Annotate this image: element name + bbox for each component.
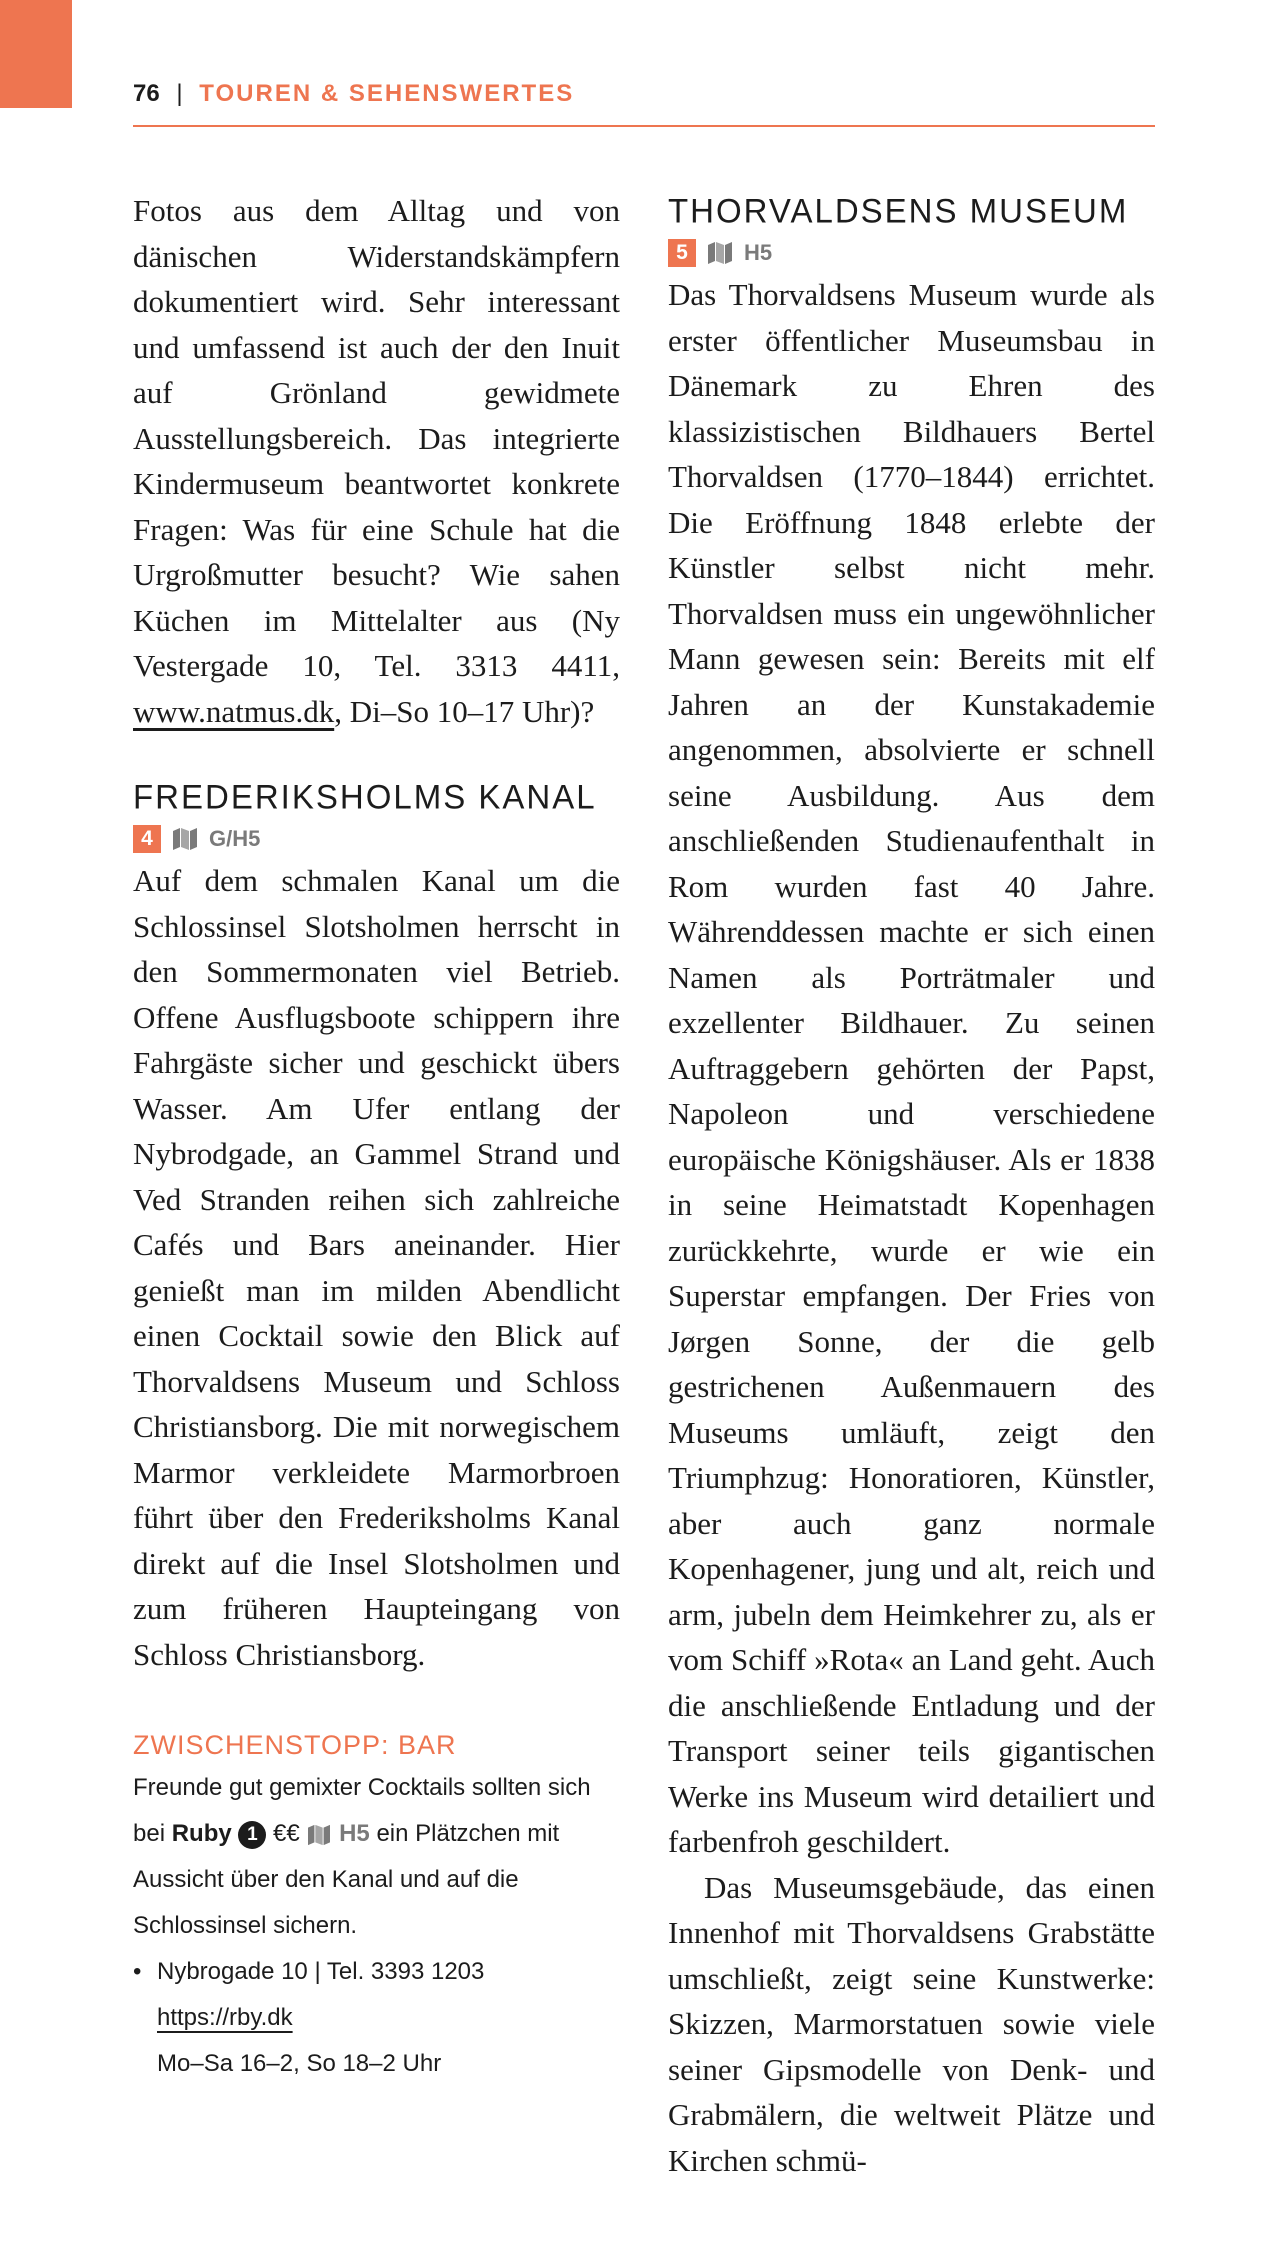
stop-heading: ZWISCHENSTOPP: BAR — [133, 1730, 457, 1760]
stop-text — [133, 1765, 620, 1949]
frederiksholms-marker — [133, 820, 620, 858]
page-header — [133, 80, 1155, 127]
price-level: €€ — [273, 1820, 300, 1847]
thorvaldsens-marker — [668, 234, 1155, 272]
map-reference: H5 — [744, 240, 773, 265]
intro-text: Fotos aus dem Alltag und von dänischen Widerstandskämpfern dokumentiert wird. Sehr interessant und umfassend ist auch der den Inuit auf Grönland gewidmete Ausstellungsbereich. Das integrierte Kindermuseum beantwortet konkrete Fragen: Was für eine Schule hat die Urgroßmutter besucht? Wie sahen Küchen im Mittelalter aus (Ny Vestergade 10, Tel. 3313 4411, — [133, 193, 620, 683]
thorvaldsens-heading: THORVALDSENS MUSEUM — [668, 191, 1129, 230]
bullet-icon: • — [133, 1958, 142, 1985]
right-column — [668, 188, 1155, 2183]
venue-hours: Mo–Sa 16–2, So 18–2 Uhr — [157, 2050, 442, 2077]
venue-name: Ruby — [171, 1820, 232, 1847]
sight-number-badge: 4 — [133, 825, 161, 853]
page-number: 76 — [133, 80, 160, 107]
left-column — [133, 188, 620, 2087]
venue-number-badge: 1 — [238, 1821, 266, 1849]
map-icon — [171, 827, 199, 851]
thorvaldsens-paragraph-1: Das Thorvaldsens Museum wurde als erster öffentlicher Museumsbau in Dänemark zu Ehren des klassizistischen Bildhauers Bertel Thorvaldsen (1770–1844) errichtet. Die Eröffnung 1848 erlebte der Künstler selbst nicht mehr. Thorvaldsen muss ein ungewöhnlicher Mann gewesen sein: Bereits mit elf Jahren an der Kunstakademie angenommen, absolvierte er schnell seine Ausbildung. Aus dem anschließenden Studienaufenthalt in Rom wurden fast 40 Jahre. Währenddessen machte er sich einen Namen als Porträtmaler und exzellenter Bildhauer. Zu seinen Auftraggebern gehörten der Papst, Napoleon und verschiedene europäische Königshäuser. Als er 1838 in seine Heimatstadt Kopenhagen zurückkehrte, wurde er wie ein Superstar empfangen. Der Fries von Jørgen Sonne, der die gelb gestrichenen Außenmauern des Museums umläuft, zeigt den Triumphzug: Honoratioren, Künstler, aber auch ganz normale Kopenhagener, jung und alt, reich und arm, jubeln dem Heimkehrer zu, als er vom Schiff »Rota« an Land geht. Auch die anschließende Entladung und der Transport seiner teils gigantischen Werke ins Museum wird detailiert und farbenfroh geschildert. — [668, 277, 1155, 1859]
intro-paragraph — [133, 188, 620, 734]
section-title: TOUREN & SEHENSWERTES — [199, 80, 575, 107]
header-separator: | — [176, 80, 183, 107]
sight-number-badge: 5 — [668, 239, 696, 267]
venue-url-link[interactable]: https://rby.dk — [157, 2004, 293, 2031]
map-icon — [706, 241, 734, 265]
page-corner-tab — [0, 0, 72, 108]
stop-text-start: Freunde gut gemixter Cocktails sollten sich bei — [133, 1774, 591, 1847]
intro-text-end: , Di–So 10–17 Uhr)? — [334, 693, 595, 729]
venue-address: Nybrogade 10 | Tel. 3393 1203 — [157, 1958, 485, 1985]
venue-info — [133, 1949, 620, 2087]
natmus-link[interactable]: www.natmus.dk — [133, 693, 335, 729]
map-icon — [306, 1824, 332, 1846]
frederiksholms-heading: FREDERIKSHOLMS KANAL — [133, 777, 597, 816]
stop-text-end: ein Plätzchen mit Aussicht über den Kanal und auf die Schlossinsel sichern. — [133, 1820, 560, 1939]
venue-map-reference: H5 — [339, 1820, 370, 1847]
thorvaldsens-paragraph-2: Das Museumsgebäude, das einen Innenhof mit Thorvaldsens Grabstätte umschließt, zeigt seine Kunstwerke: Skizzen, Marmorstatuen sowie viele seiner Gipsmodelle von Denk- und Grabmälern, die weltweit Plätze und Kirchen schmü- — [668, 1869, 1155, 2178]
map-reference: G/H5 — [209, 826, 261, 851]
frederiksholms-text: Auf dem schmalen Kanal um die Schlossinsel Slotsholmen herrscht in den Sommermonaten viel Betrieb. Offene Ausflugsboote schippern ihre Fahrgäste sicher und geschickt übers Wasser. Am Ufer entlang der Nybrodgade, an Gammel Strand und Ved Stranden reihen sich zahlreiche Cafés und Bars aneinander. Hier genießt man im milden Abendlicht einen Cocktail sowie den Blick auf Thorvaldsens Museum und Schloss Christiansborg. Die mit norwegischem Marmor verkleidete Marmorbroen führt über den Frederiksholms Kanal direkt auf die Insel Slotsholmen und zum früheren Haupteingang von Schloss Christiansborg. — [133, 863, 620, 1672]
